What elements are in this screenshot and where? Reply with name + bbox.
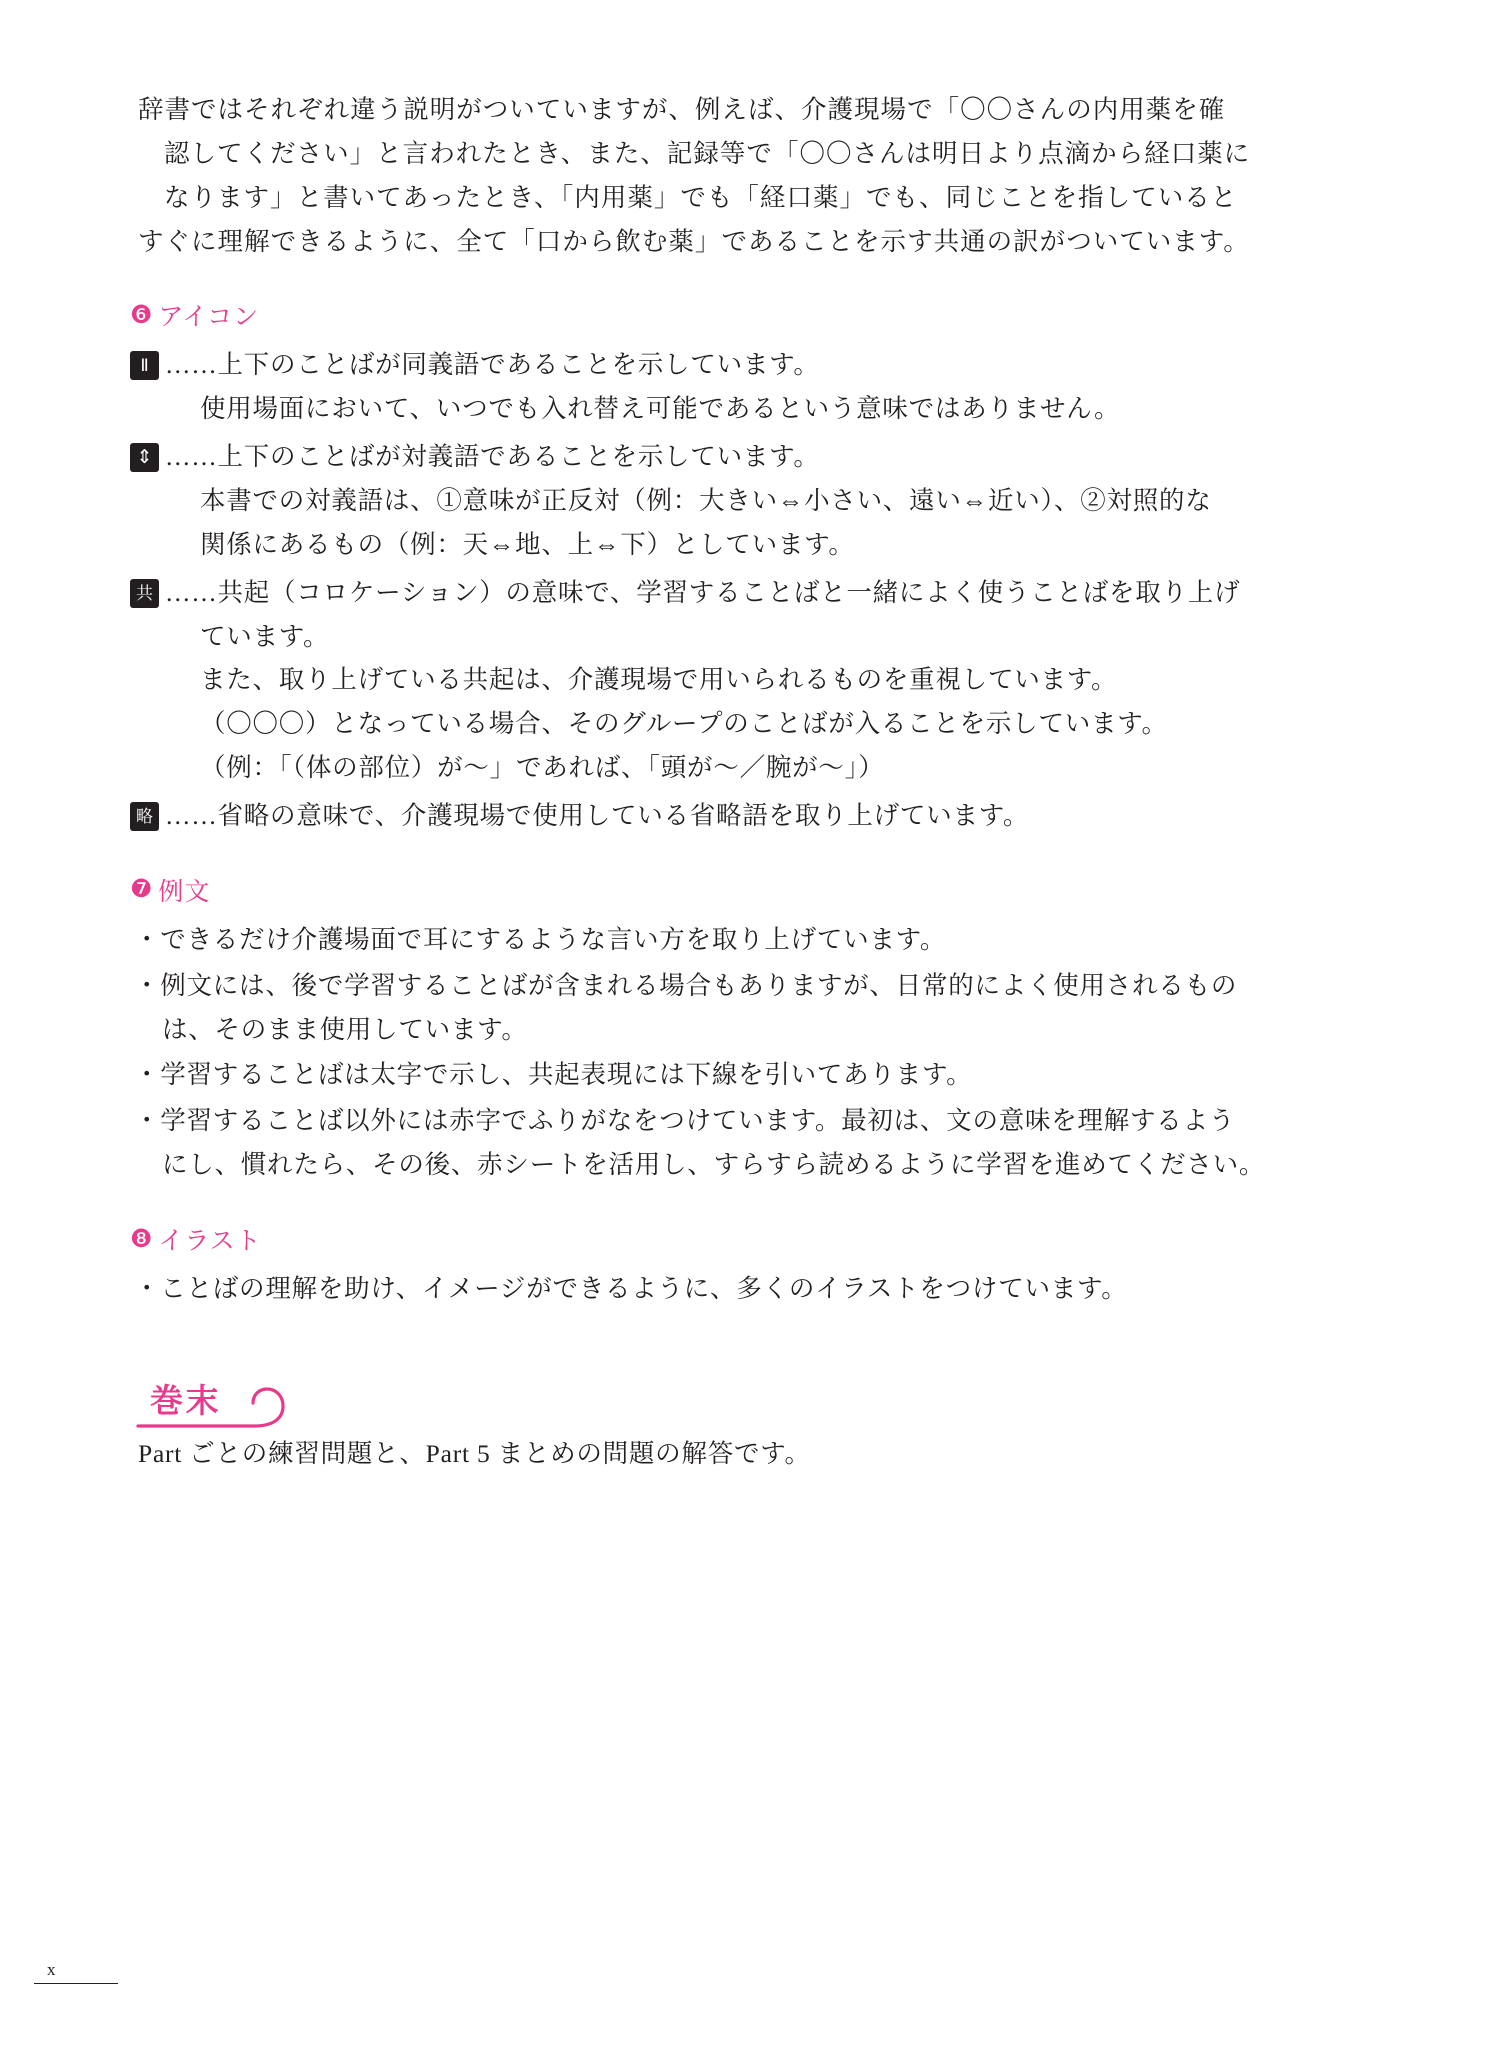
icon-description (165, 794, 1377, 838)
updown-arrow-icon: ⇕ (130, 443, 159, 472)
icon-description-line: ……共起（コロケーション）の意味で、学習することばと一緒によく使うことばを取り上げ (165, 577, 1241, 607)
intro-line: 辞書ではそれぞれ違う説明がついていますが、例えば、介護現場で「〇〇さんの内用薬を確 (138, 95, 1226, 124)
icon-description-line: ています。 (200, 621, 330, 651)
bullet-line: にし、慣れたら、その後、赤シートを活用し、すらすら読めるように学習を進めてください。 (162, 1150, 1266, 1180)
section-number: ❻ (130, 301, 154, 329)
equal-icon: Ⅱ (130, 351, 159, 380)
intro-line: なります」と書いてあったとき、「内用薬」でも「経口薬」でも、同じことを指していると (164, 182, 1238, 212)
footer-divider (34, 1983, 118, 1985)
icon-subnote: 本書での対義語は、①意味が正反対（例：大きい⇔小さい、遠い⇔近い）、②対照的な (200, 486, 1212, 516)
icon-subnote: また、取り上げている共起は、介護現場で用いられるものを重視しています。 (200, 665, 1118, 695)
icon-description-line: ……上下のことばが同義語であることを示しています。 (165, 350, 820, 380)
bullet-item (130, 1267, 1377, 1311)
bullet-line: ・ことばの理解を助け、イメージができるように、多くのイラストをつけています。 (134, 1274, 1128, 1304)
page-number: x (47, 1960, 56, 1979)
bullet-line: ・できるだけ介護場面で耳にするような言い方を取り上げています。 (134, 924, 947, 954)
icon-description (165, 571, 1377, 615)
bullet-item (130, 964, 1377, 1052)
icon-entry (130, 794, 1377, 838)
section-heading-illustrations (130, 1221, 1377, 1257)
bullet-line: ・学習することばは太字で示し、共起表現には下線を引いてあります。 (134, 1060, 973, 1090)
intro-line: 認してください」と言われたとき、また、記録等で「〇〇さんは明日より点滴から経口薬に (164, 138, 1251, 168)
icon-description (165, 343, 1377, 387)
icon-entry (130, 435, 1377, 479)
icon-subnote: 関係にあるもの（例：天⇔地、上⇔下）としています。 (200, 529, 855, 559)
kyo-icon: 共 (130, 579, 159, 608)
bullet-item (130, 1053, 1377, 1097)
bullet-line: は、そのまま使用しています。 (162, 1014, 528, 1044)
icon-subnote: （〇〇〇）となっている場合、そのグループのことばが入ることを示しています。 (200, 709, 1168, 739)
bullet-line: ・学習することば以外には赤字でふりがなをつけています。最初は、文の意味を理解するよう (134, 1106, 1236, 1136)
section-title: アイコン (158, 304, 260, 332)
section-heading-examples (130, 872, 1377, 908)
section-title: 例文 (158, 878, 211, 906)
bullet-item (130, 918, 1377, 962)
section-heading-icons (130, 297, 1377, 333)
icon-entry (130, 571, 1377, 615)
icon-entry (130, 343, 1377, 387)
intro-paragraph (130, 88, 1377, 263)
intro-line: すぐに理解できるように、全て「口から飲む薬」であることを示す共通の訳がついています。 (138, 226, 1250, 256)
icon-description-line: ……上下のことばが対義語であることを示しています。 (165, 442, 820, 472)
kanmatsu-text: Part ごとの練習問題と、Part 5 まとめの問題の解答です。 (138, 1438, 811, 1468)
bullet-line: ・例文には、後で学習することばが含まれる場合もありますが、日常的によく使用されるもの (134, 970, 1238, 1000)
icon-subnote: 使用場面において、いつでも入れ替え可能であるという意味ではありません。 (200, 394, 1121, 424)
kanmatsu-banner (136, 1373, 261, 1428)
ryaku-icon: 略 (130, 802, 159, 831)
kanmatsu-block (136, 1373, 1377, 1470)
section-number: ❼ (130, 876, 154, 904)
section-number: ❽ (130, 1225, 154, 1253)
icon-description-line: ……省略の意味で、介護現場で使用している省略語を取り上げています。 (165, 801, 1030, 831)
kanmatsu-label: 巻末 (150, 1383, 222, 1420)
icon-subnote: （例：「（体の部位）が〜」であれば、「頭が〜／腕が〜」） (200, 753, 885, 783)
bullet-item (130, 1099, 1377, 1187)
icon-description (165, 435, 1377, 479)
section-title: イラスト (158, 1228, 262, 1256)
